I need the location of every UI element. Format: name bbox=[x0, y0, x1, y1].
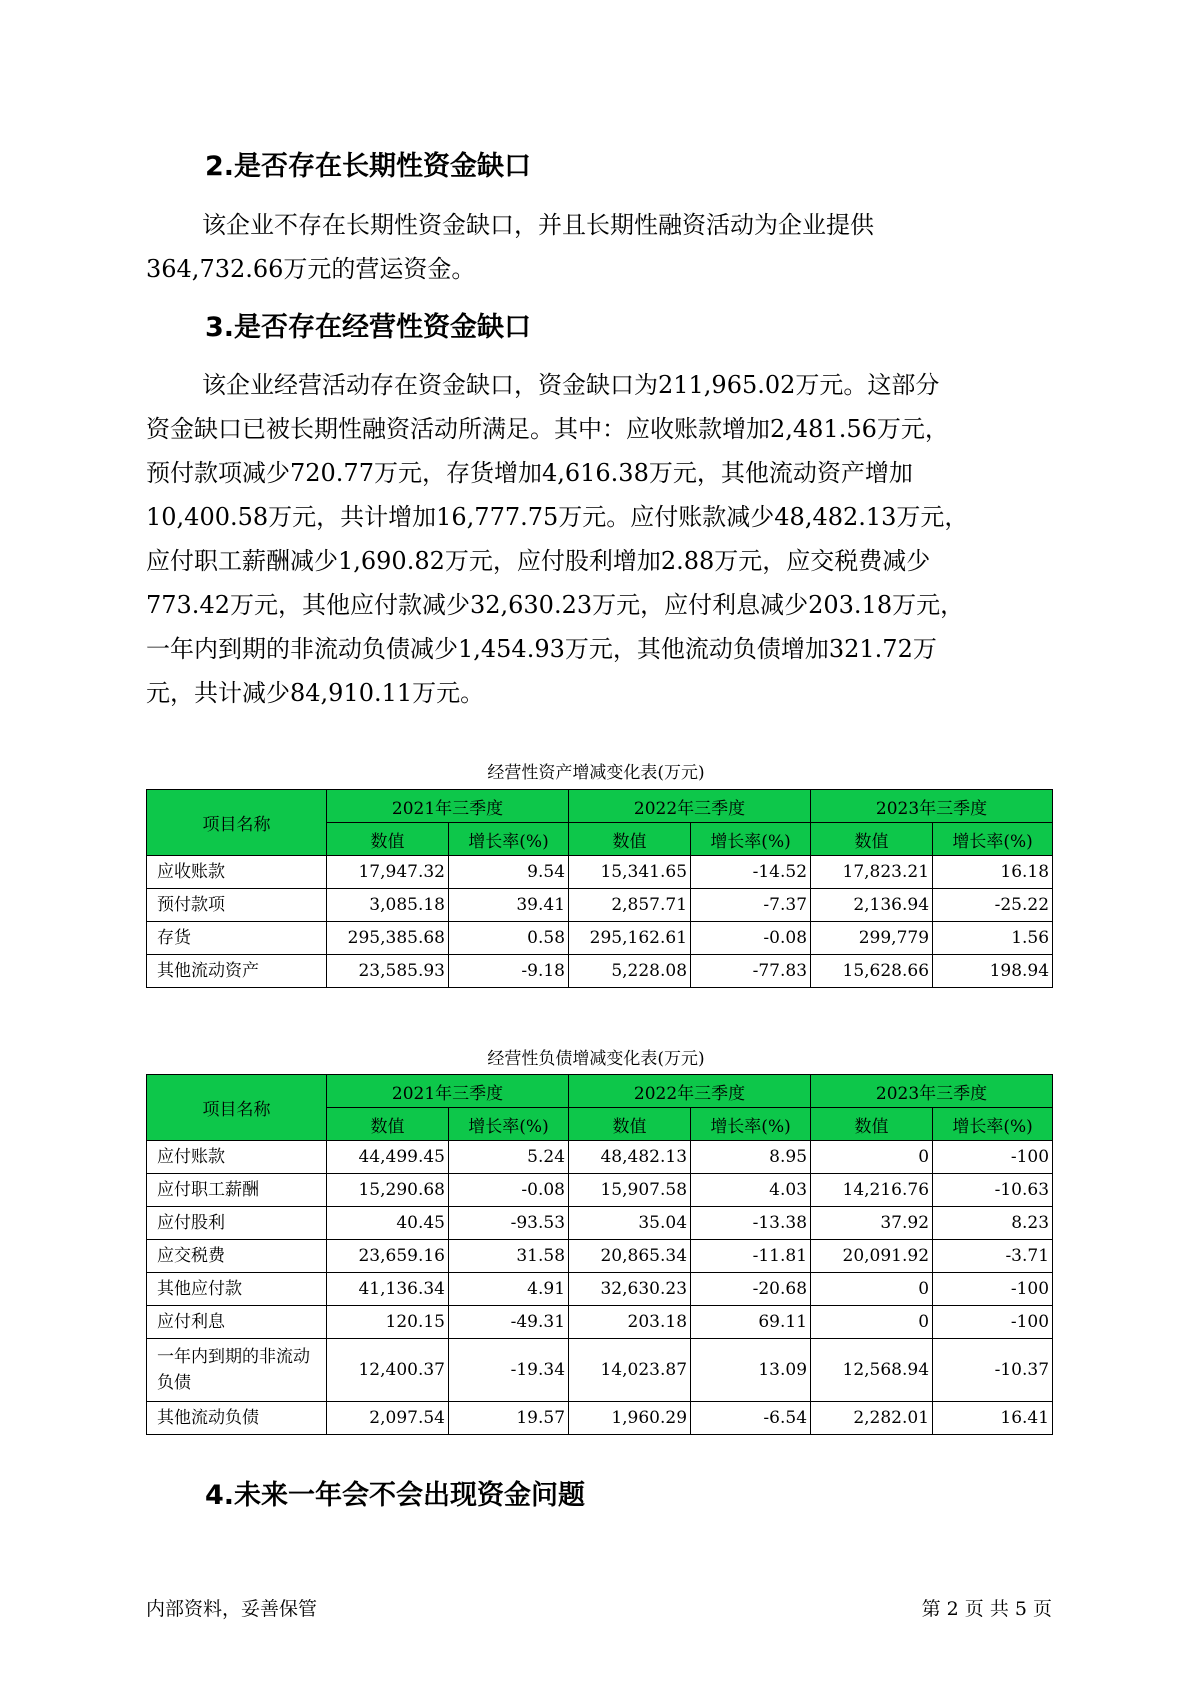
value-cell: 23,659.16 bbox=[327, 1240, 449, 1273]
value-cell: 120.15 bbox=[327, 1306, 449, 1339]
table-row bbox=[147, 1339, 1053, 1402]
header-value: 数值 bbox=[327, 823, 449, 856]
paragraph-line: 资金缺口已被长期性融资活动所满足。其中：应收账款增加2,481.56万元， bbox=[146, 415, 949, 443]
value-cell: 23,585.93 bbox=[327, 955, 449, 988]
header-growth: 增长率(%) bbox=[449, 823, 569, 856]
table-row bbox=[147, 1306, 1053, 1339]
section-3-paragraph bbox=[146, 363, 1046, 715]
header-growth: 增长率(%) bbox=[933, 823, 1053, 856]
value-cell: 14,216.76 bbox=[811, 1174, 933, 1207]
header-value: 数值 bbox=[569, 823, 691, 856]
growth-cell: 5.24 bbox=[449, 1141, 569, 1174]
growth-cell: 8.23 bbox=[933, 1207, 1053, 1240]
growth-cell: -20.68 bbox=[691, 1273, 811, 1306]
value-cell: 20,091.92 bbox=[811, 1240, 933, 1273]
header-value: 数值 bbox=[327, 1108, 449, 1141]
section-3-heading: 3.是否存在经营性资金缺口 bbox=[205, 312, 532, 343]
table-row bbox=[147, 922, 1053, 955]
value-cell: 5,228.08 bbox=[569, 955, 691, 988]
row-item-name: 其他流动负债 bbox=[147, 1402, 327, 1435]
header-item-name: 项目名称 bbox=[147, 1075, 327, 1141]
header-value: 数值 bbox=[569, 1108, 691, 1141]
row-item-name: 应付账款 bbox=[147, 1141, 327, 1174]
liabilities-change-table bbox=[146, 1074, 1053, 1435]
header-period-2022: 2022年三季度 bbox=[569, 790, 811, 823]
assets-change-table bbox=[146, 789, 1053, 988]
value-cell: 3,085.18 bbox=[327, 889, 449, 922]
table-row bbox=[147, 1174, 1053, 1207]
header-period-2021: 2021年三季度 bbox=[327, 1075, 569, 1108]
growth-cell: -11.81 bbox=[691, 1240, 811, 1273]
growth-cell: -14.52 bbox=[691, 856, 811, 889]
paragraph-line: 该企业经营活动存在资金缺口，资金缺口为211,965.02万元。这部分 bbox=[202, 371, 940, 399]
value-cell: 14,023.87 bbox=[569, 1339, 691, 1402]
value-cell: 0 bbox=[811, 1306, 933, 1339]
value-cell: 15,290.68 bbox=[327, 1174, 449, 1207]
value-cell: 2,136.94 bbox=[811, 889, 933, 922]
header-growth: 增长率(%) bbox=[691, 1108, 811, 1141]
growth-cell: -0.08 bbox=[449, 1174, 569, 1207]
value-cell: 2,857.71 bbox=[569, 889, 691, 922]
header-period-2023: 2023年三季度 bbox=[811, 790, 1053, 823]
value-cell: 41,136.34 bbox=[327, 1273, 449, 1306]
growth-cell: -13.38 bbox=[691, 1207, 811, 1240]
value-cell: 2,282.01 bbox=[811, 1402, 933, 1435]
paragraph-line: 预付款项减少720.77万元，存货增加4,616.38万元，其他流动资产增加 bbox=[146, 459, 913, 487]
value-cell: 0 bbox=[811, 1141, 933, 1174]
footer-page-number: 第 2 页 共 5 页 bbox=[921, 1598, 1052, 1620]
header-period-2022: 2022年三季度 bbox=[569, 1075, 811, 1108]
growth-cell: 16.41 bbox=[933, 1402, 1053, 1435]
row-item-name: 应付职工薪酬 bbox=[147, 1174, 327, 1207]
paragraph-line: 364,732.66万元的营运资金。 bbox=[146, 255, 476, 283]
growth-cell: -19.34 bbox=[449, 1339, 569, 1402]
section-2-heading: 2.是否存在长期性资金缺口 bbox=[205, 151, 532, 182]
growth-cell: -100 bbox=[933, 1273, 1053, 1306]
value-cell: 48,482.13 bbox=[569, 1141, 691, 1174]
table-row bbox=[147, 856, 1053, 889]
paragraph-line: 元，共计减少84,910.11万元。 bbox=[146, 679, 485, 707]
value-cell: 35.04 bbox=[569, 1207, 691, 1240]
growth-cell: -25.22 bbox=[933, 889, 1053, 922]
header-item-name: 项目名称 bbox=[147, 790, 327, 856]
growth-cell: -93.53 bbox=[449, 1207, 569, 1240]
header-growth: 增长率(%) bbox=[691, 823, 811, 856]
growth-cell: 0.58 bbox=[449, 922, 569, 955]
growth-cell: -0.08 bbox=[691, 922, 811, 955]
growth-cell: -7.37 bbox=[691, 889, 811, 922]
growth-cell: 1.56 bbox=[933, 922, 1053, 955]
growth-cell: 4.03 bbox=[691, 1174, 811, 1207]
growth-cell: 8.95 bbox=[691, 1141, 811, 1174]
paragraph-line: 应付职工薪酬减少1,690.82万元，应付股利增加2.88万元，应交税费减少 bbox=[146, 547, 931, 575]
table-row bbox=[147, 1207, 1053, 1240]
value-cell: 0 bbox=[811, 1273, 933, 1306]
growth-cell: 69.11 bbox=[691, 1306, 811, 1339]
value-cell: 40.45 bbox=[327, 1207, 449, 1240]
growth-cell: -9.18 bbox=[449, 955, 569, 988]
assets-table-caption: 经营性资产增减变化表(万元) bbox=[487, 763, 705, 783]
row-item-name: 存货 bbox=[147, 922, 327, 955]
growth-cell: -100 bbox=[933, 1141, 1053, 1174]
growth-cell: -6.54 bbox=[691, 1402, 811, 1435]
row-item-name: 一年内到期的非流动负债 bbox=[147, 1339, 327, 1402]
row-item-name: 其他应付款 bbox=[147, 1273, 327, 1306]
value-cell: 295,162.61 bbox=[569, 922, 691, 955]
value-cell: 2,097.54 bbox=[327, 1402, 449, 1435]
growth-cell: 13.09 bbox=[691, 1339, 811, 1402]
growth-cell: 16.18 bbox=[933, 856, 1053, 889]
value-cell: 15,907.58 bbox=[569, 1174, 691, 1207]
table-row bbox=[147, 889, 1053, 922]
header-period-2021: 2021年三季度 bbox=[327, 790, 569, 823]
growth-cell: -49.31 bbox=[449, 1306, 569, 1339]
table-row bbox=[147, 1240, 1053, 1273]
header-value: 数值 bbox=[811, 823, 933, 856]
growth-cell: -10.63 bbox=[933, 1174, 1053, 1207]
growth-cell: 19.57 bbox=[449, 1402, 569, 1435]
growth-cell: 198.94 bbox=[933, 955, 1053, 988]
paragraph-line: 该企业不存在长期性资金缺口，并且长期性融资活动为企业提供 bbox=[202, 211, 874, 239]
value-cell: 12,400.37 bbox=[327, 1339, 449, 1402]
value-cell: 15,341.65 bbox=[569, 856, 691, 889]
row-item-name: 应收账款 bbox=[147, 856, 327, 889]
paragraph-line: 10,400.58万元，共计增加16,777.75万元。应付账款减少48,482.13万元， bbox=[146, 503, 969, 531]
growth-cell: 31.58 bbox=[449, 1240, 569, 1273]
value-cell: 32,630.23 bbox=[569, 1273, 691, 1306]
row-item-name: 预付款项 bbox=[147, 889, 327, 922]
value-cell: 37.92 bbox=[811, 1207, 933, 1240]
row-item-name: 其他流动资产 bbox=[147, 955, 327, 988]
row-item-name: 应付利息 bbox=[147, 1306, 327, 1339]
value-cell: 15,628.66 bbox=[811, 955, 933, 988]
row-item-name: 应交税费 bbox=[147, 1240, 327, 1273]
header-growth: 增长率(%) bbox=[449, 1108, 569, 1141]
header-growth: 增长率(%) bbox=[933, 1108, 1053, 1141]
growth-cell: 9.54 bbox=[449, 856, 569, 889]
growth-cell: -77.83 bbox=[691, 955, 811, 988]
header-value: 数值 bbox=[811, 1108, 933, 1141]
row-item-name: 应付股利 bbox=[147, 1207, 327, 1240]
growth-cell: -10.37 bbox=[933, 1339, 1053, 1402]
value-cell: 17,823.21 bbox=[811, 856, 933, 889]
growth-cell: 4.91 bbox=[449, 1273, 569, 1306]
header-period-2023: 2023年三季度 bbox=[811, 1075, 1053, 1108]
value-cell: 17,947.32 bbox=[327, 856, 449, 889]
liabilities-table-caption: 经营性负债增减变化表(万元) bbox=[487, 1049, 705, 1069]
growth-cell: -100 bbox=[933, 1306, 1053, 1339]
table-row bbox=[147, 1402, 1053, 1435]
value-cell: 295,385.68 bbox=[327, 922, 449, 955]
paragraph-line: 一年内到期的非流动负债减少1,454.93万元，其他流动负债增加321.72万 bbox=[146, 635, 937, 663]
table-row bbox=[147, 955, 1053, 988]
value-cell: 299,779 bbox=[811, 922, 933, 955]
value-cell: 12,568.94 bbox=[811, 1339, 933, 1402]
growth-cell: 39.41 bbox=[449, 889, 569, 922]
section-4-heading: 4.未来一年会不会出现资金问题 bbox=[205, 1480, 586, 1511]
footer-confidential-note: 内部资料，妥善保管 bbox=[146, 1598, 318, 1620]
value-cell: 203.18 bbox=[569, 1306, 691, 1339]
value-cell: 1,960.29 bbox=[569, 1402, 691, 1435]
section-2-paragraph bbox=[146, 203, 1046, 291]
table-row bbox=[147, 1141, 1053, 1174]
paragraph-line: 773.42万元，其他应付款减少32,630.23万元，应付利息减少203.18万元， bbox=[146, 591, 965, 619]
growth-cell: -3.71 bbox=[933, 1240, 1053, 1273]
table-row bbox=[147, 1273, 1053, 1306]
value-cell: 20,865.34 bbox=[569, 1240, 691, 1273]
value-cell: 44,499.45 bbox=[327, 1141, 449, 1174]
